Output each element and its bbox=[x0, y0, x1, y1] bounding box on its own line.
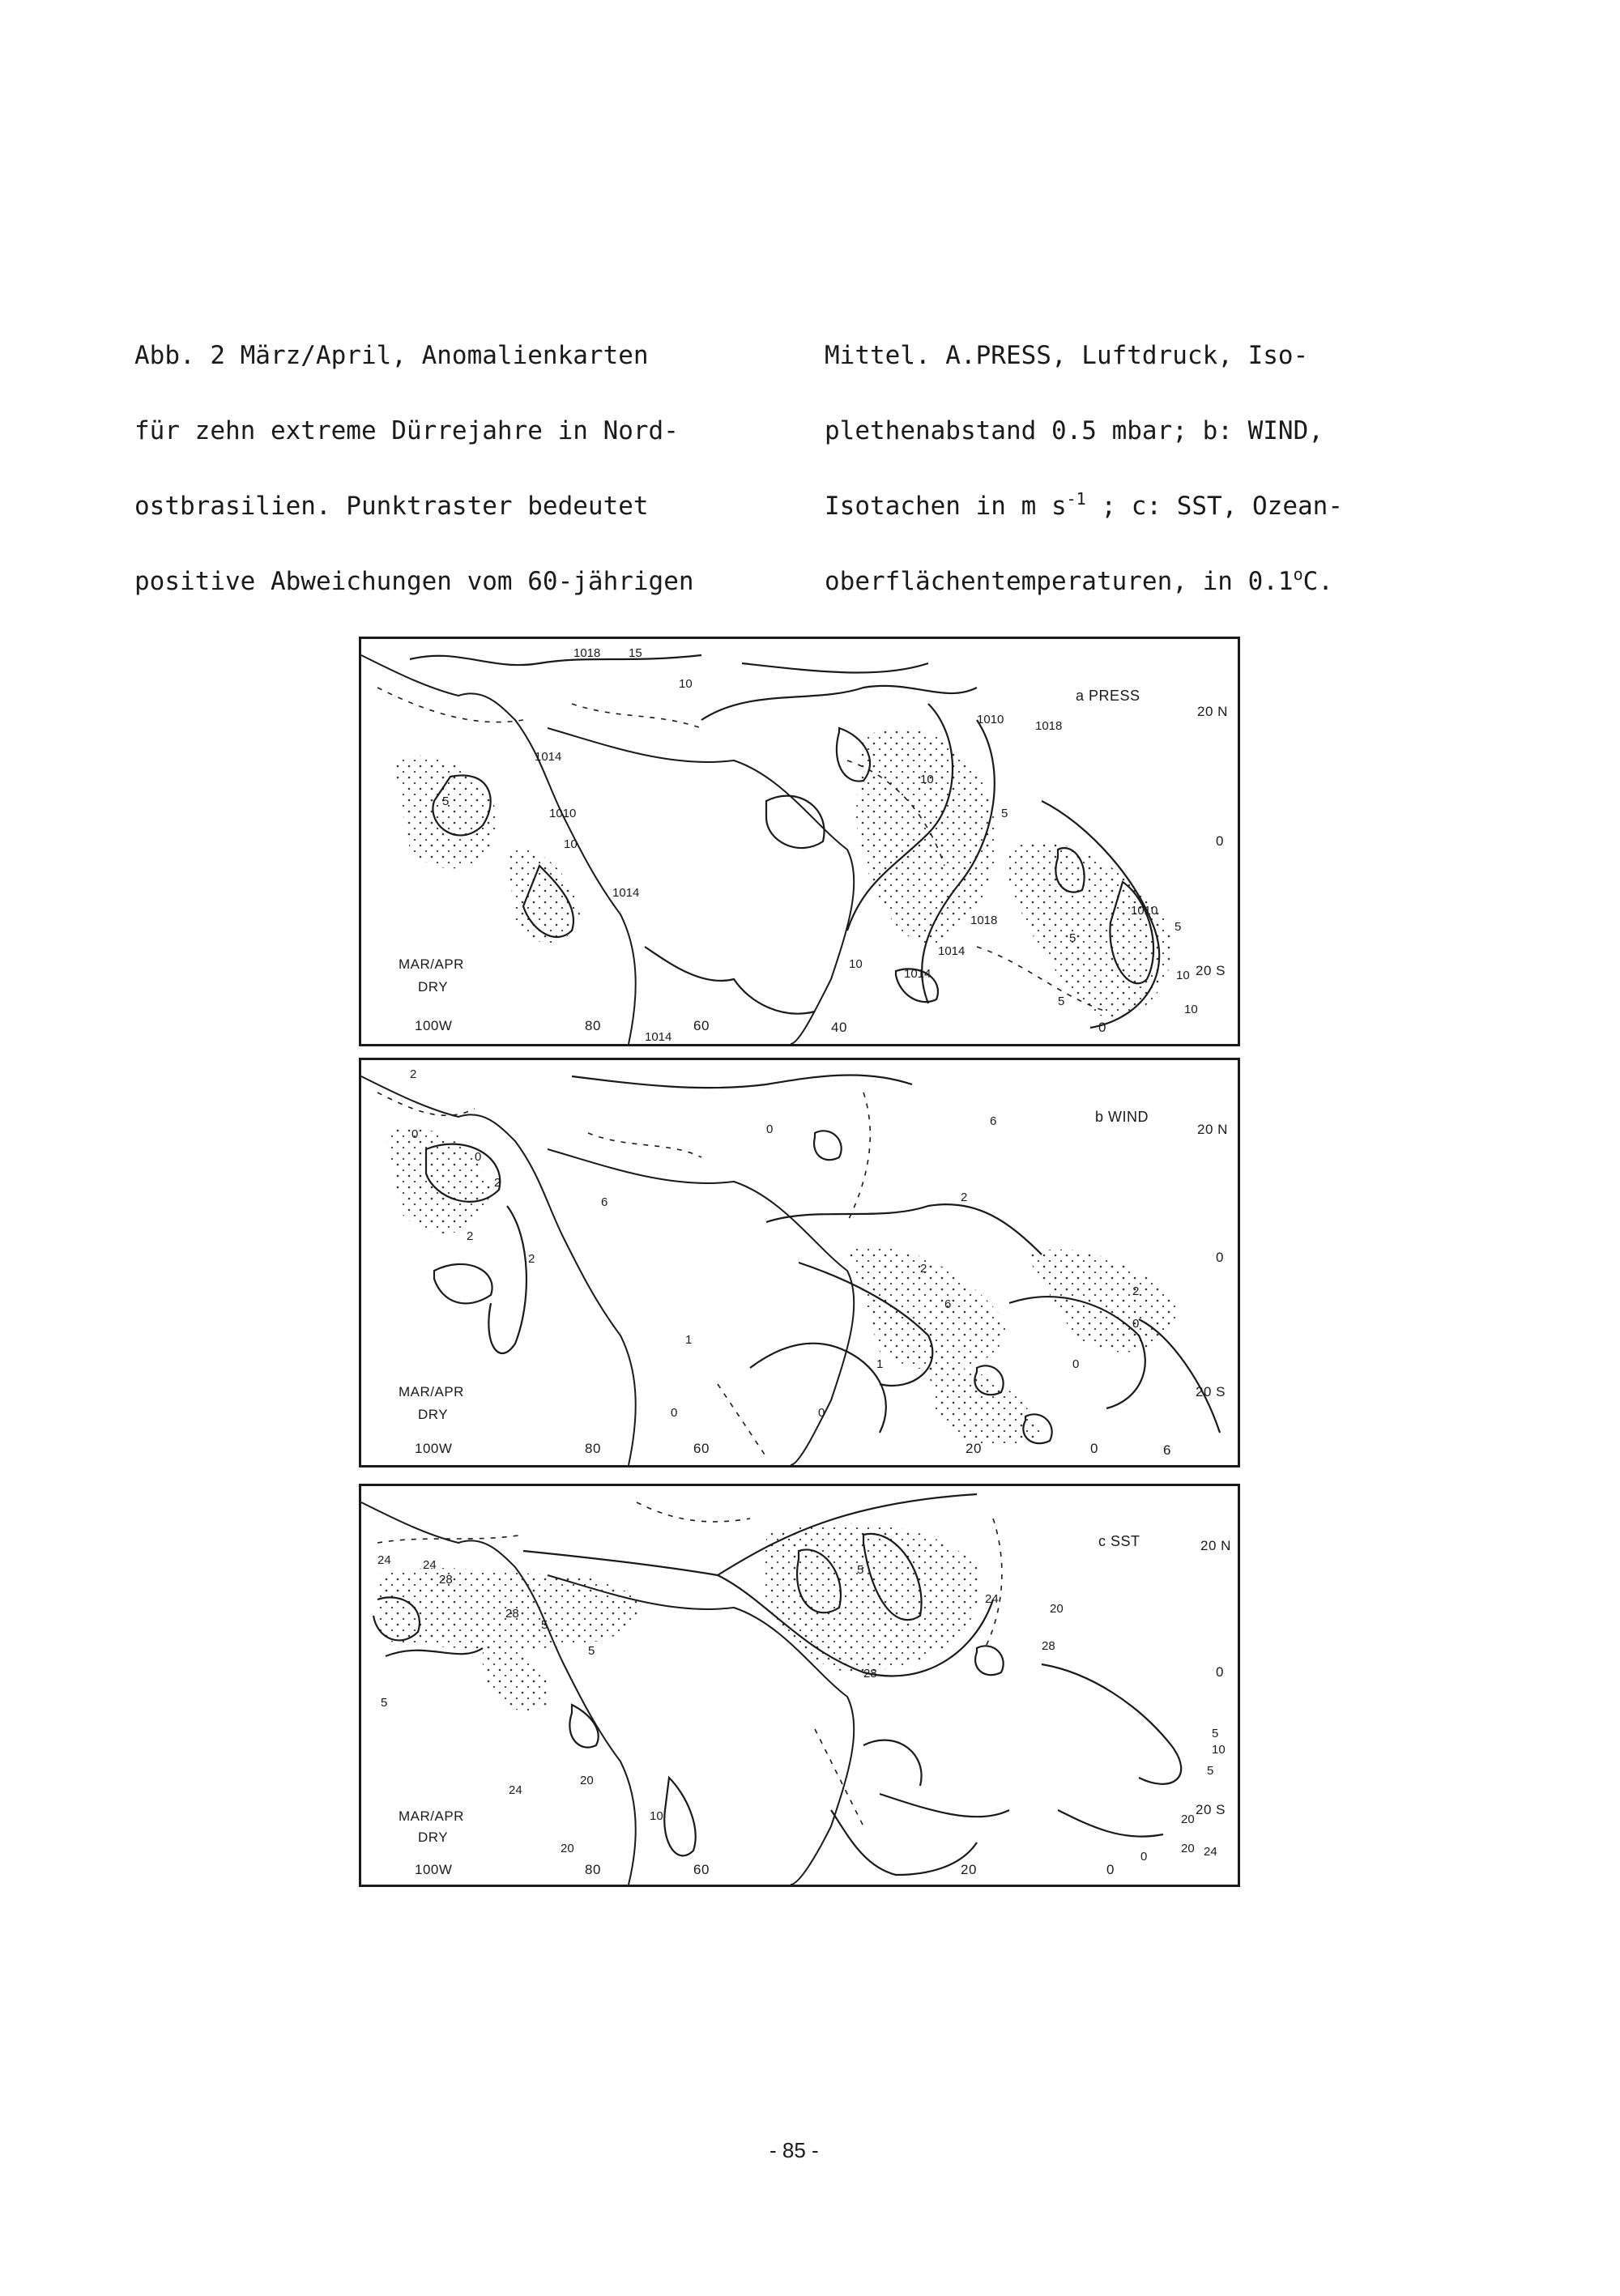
period-label: MAR/APR bbox=[399, 1384, 464, 1399]
contour-label: 28 bbox=[439, 1573, 453, 1587]
condition-label: DRY bbox=[418, 979, 449, 995]
contour-label: 5 bbox=[1001, 807, 1008, 820]
lat-label-20s: 20 S bbox=[1196, 1384, 1226, 1399]
contour-label: 2 bbox=[528, 1252, 535, 1266]
contour-label: 1018 bbox=[970, 914, 998, 927]
lon-label-80: 80 bbox=[585, 1441, 601, 1456]
contour-label: 10 bbox=[1176, 969, 1190, 982]
lon-label-100w: 100W bbox=[415, 1862, 453, 1877]
contour-label: 20 bbox=[1181, 1842, 1195, 1855]
contour-label: 2 bbox=[410, 1067, 417, 1081]
condition-label: DRY bbox=[418, 1407, 449, 1422]
contour-label: 1010 bbox=[977, 713, 1004, 726]
caption-line bbox=[825, 489, 1343, 521]
contour-label: 28 bbox=[863, 1667, 877, 1680]
lon-label-100w: 100W bbox=[415, 1018, 453, 1033]
contour-label: 20 bbox=[580, 1774, 594, 1787]
contour-label: 10 bbox=[1184, 1003, 1198, 1016]
contour-label: 10 bbox=[679, 677, 693, 691]
contour-label: 24 bbox=[1204, 1845, 1217, 1859]
contour-label: 5 bbox=[1058, 995, 1065, 1008]
contour-label: 1014 bbox=[645, 1030, 672, 1044]
map-panel-wind bbox=[359, 1058, 1240, 1467]
contour-label: 15 bbox=[629, 646, 642, 660]
panel-title: c SST bbox=[1098, 1533, 1140, 1549]
contour-label: 0 bbox=[766, 1122, 774, 1136]
contour-label: 0 bbox=[1132, 1317, 1140, 1331]
panel-title: b WIND bbox=[1095, 1109, 1149, 1125]
lat-label-0: 0 bbox=[1216, 1250, 1224, 1265]
caption-text: Isotachen in m s bbox=[825, 492, 1067, 521]
contour-label: 10 bbox=[650, 1809, 663, 1823]
lat-label-20s: 20 S bbox=[1196, 1802, 1226, 1817]
contour-label: 1014 bbox=[938, 944, 966, 958]
contour-label: 5 bbox=[1207, 1764, 1214, 1778]
contour-label: 24 bbox=[985, 1592, 999, 1606]
contour-label: 0 bbox=[1140, 1850, 1148, 1864]
lon-label-80: 80 bbox=[585, 1018, 601, 1033]
superscript: o bbox=[1293, 564, 1303, 584]
contour-label: 1010 bbox=[1131, 904, 1158, 918]
lon-label-100w: 100W bbox=[415, 1441, 453, 1456]
caption-line bbox=[825, 564, 1343, 596]
lon-label-80: 80 bbox=[585, 1862, 601, 1877]
lat-label-20n: 20 N bbox=[1197, 704, 1228, 719]
superscript: -1 bbox=[1066, 489, 1086, 509]
lat-label-20s: 20 S bbox=[1196, 963, 1226, 978]
caption-text: C. bbox=[1302, 567, 1333, 596]
lat-label-20n: 20 N bbox=[1200, 1538, 1231, 1553]
contour-label: 1014 bbox=[535, 750, 562, 764]
contour-label: 1010 bbox=[549, 807, 577, 820]
contour-label: 6 bbox=[990, 1114, 997, 1128]
caption-line: positive Abweichungen vom 60-jährigen bbox=[134, 567, 694, 596]
caption-text: ; c: SST, Ozean- bbox=[1085, 492, 1343, 521]
contour-label: 1018 bbox=[1035, 719, 1063, 733]
period-label: MAR/APR bbox=[399, 1808, 464, 1824]
map-panel-press bbox=[359, 637, 1240, 1046]
caption-line: Mittel. A.PRESS, Luftdruck, Iso- bbox=[825, 341, 1309, 370]
lat-label-20n: 20 N bbox=[1197, 1122, 1228, 1137]
contour-label: 10 bbox=[1212, 1743, 1226, 1757]
lat-label-0: 0 bbox=[1216, 833, 1224, 849]
contour-label: 1018 bbox=[573, 646, 601, 660]
contour-label: 1 bbox=[685, 1333, 693, 1347]
contour-label: 2 bbox=[467, 1229, 474, 1243]
page-number: - 85 - bbox=[770, 2138, 819, 2162]
lon-label-20: 20 bbox=[966, 1441, 982, 1456]
contour-label: 5 bbox=[541, 1618, 548, 1632]
contour-label: 10 bbox=[849, 957, 863, 971]
positive-anomaly-stipple bbox=[386, 1128, 1179, 1447]
contour-label: 0 bbox=[671, 1406, 678, 1420]
contour-label: 5 bbox=[442, 794, 450, 808]
caption-line: plethenabstand 0.5 mbar; b: WIND, bbox=[825, 416, 1324, 445]
figure-caption-left bbox=[134, 293, 694, 645]
contour-label: 2 bbox=[1132, 1284, 1140, 1298]
contour-label: 5 bbox=[588, 1644, 595, 1658]
contour-label: 6 bbox=[601, 1195, 608, 1209]
caption-line: ostbrasilien. Punktraster bedeutet bbox=[134, 492, 649, 521]
lat-label-0: 0 bbox=[1216, 1664, 1224, 1680]
contour-label: 10 bbox=[564, 837, 578, 851]
contour-label: 5 bbox=[1174, 920, 1182, 934]
contour-label: 20 bbox=[1050, 1602, 1064, 1616]
positive-anomaly-stipple bbox=[377, 1523, 979, 1711]
contour-label: 6 bbox=[944, 1297, 952, 1311]
contour-label: 5 bbox=[1212, 1727, 1219, 1740]
contour-label: 0 bbox=[475, 1150, 482, 1164]
contour-label: 2 bbox=[920, 1262, 927, 1276]
contour-label: 24 bbox=[377, 1553, 391, 1567]
lon-label-6: 6 bbox=[1163, 1442, 1171, 1458]
caption-line: für zehn extreme Dürrejahre in Nord- bbox=[134, 416, 679, 445]
contour-label: 0 bbox=[818, 1406, 825, 1420]
contour-label: 28 bbox=[1042, 1639, 1055, 1653]
contour-label: 1014 bbox=[612, 886, 640, 900]
lon-label-60: 60 bbox=[693, 1862, 710, 1877]
lon-label-0: 0 bbox=[1090, 1441, 1098, 1456]
lon-label-0: 0 bbox=[1098, 1020, 1106, 1035]
caption-text: oberflächentemperaturen, in 0.1 bbox=[825, 567, 1294, 596]
contour-label: 1014 bbox=[904, 967, 932, 981]
lon-label-0: 0 bbox=[1106, 1862, 1115, 1877]
contour-label: 2 bbox=[961, 1191, 968, 1204]
contour-label: 2 bbox=[494, 1176, 501, 1190]
contour-label: 24 bbox=[423, 1558, 437, 1572]
contour-label: 20 bbox=[561, 1842, 574, 1855]
contour-label: 5 bbox=[857, 1563, 864, 1577]
lon-label-60: 60 bbox=[693, 1441, 710, 1456]
contour-label: 0 bbox=[411, 1127, 419, 1141]
caption-line: Abb. 2 März/April, Anomalienkarten bbox=[134, 341, 649, 370]
contour-label: 5 bbox=[381, 1696, 388, 1710]
contour-label: 5 bbox=[1069, 931, 1076, 945]
contour-label: 0 bbox=[1072, 1357, 1080, 1371]
condition-label: DRY bbox=[418, 1830, 449, 1845]
lon-label-60: 60 bbox=[693, 1018, 710, 1033]
lon-label-20: 20 bbox=[961, 1862, 977, 1877]
map-panel-sst bbox=[359, 1484, 1240, 1887]
figure-caption-right bbox=[825, 293, 1343, 645]
contour-label: 28 bbox=[505, 1607, 519, 1621]
contour-label: 20 bbox=[1181, 1813, 1195, 1826]
period-label: MAR/APR bbox=[399, 956, 464, 972]
positive-anomaly-stipple bbox=[394, 729, 1171, 1020]
contour-label: 24 bbox=[509, 1783, 522, 1797]
contour-label: 1 bbox=[876, 1357, 884, 1371]
isolines bbox=[410, 655, 1159, 1028]
contour-label: 10 bbox=[920, 773, 934, 786]
lon-label-40: 40 bbox=[831, 1020, 847, 1035]
panel-title: a PRESS bbox=[1076, 688, 1140, 704]
